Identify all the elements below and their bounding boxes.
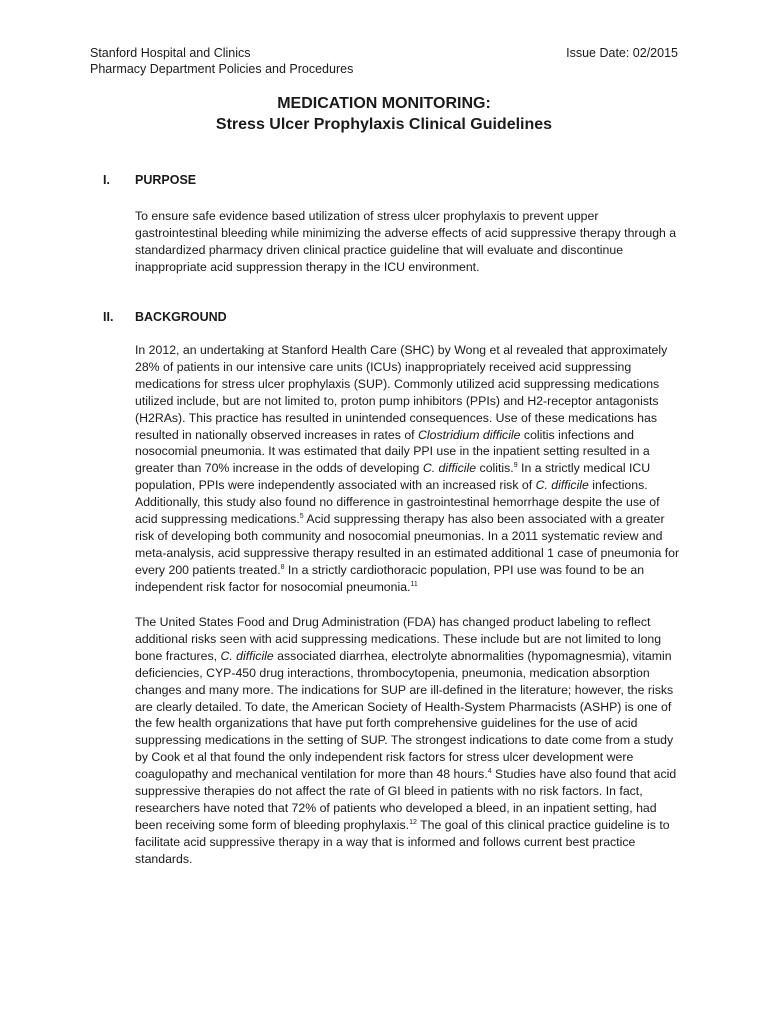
text-run: infections. Additionally, this study also found no difference in gastrointestinal hemorrhage despite the use of acid suppressing medications. [135,478,660,527]
purpose-paragraph: To ensure safe evidence based utilization of stress ulcer prophylaxis to prevent upper gastrointestinal bleeding while minimizing the adverse effects of acid suppressive therapy through a standardized pharmacy driven clinical practice guideline that will evaluate and discontinue inappropriate acid suppression therapy in the ICU environment. [135,209,677,274]
text-run: The United States Food and Drug Administration (FDA) has changed product labeling to reflect additional risks seen with acid suppressing medications. These include but are not limited to long bone fractures, [135,615,662,663]
citation-superscript: 8 [280,563,285,571]
text-run: In 2012, an undertaking at Stanford Health Care (SHC) by Wong et al revealed that approximately 28% of patients in our intensive care units (ICUs) inappropriately received acid suppressing medications for stress ulcer prophylaxis (SUP). Commonly utilized acid suppressing medications utilized include, but are not limited to, proton pump inhibitors (PPIs) and H2-receptor antagonists (H2RAs). This practice has resulted in unintended consequences. Use of these medications has resulted in nationally observed increases in rates of [135,343,668,442]
background-body-2 [135,614,680,868]
document-title [0,93,768,135]
title-line2: Stress Ulcer Prophylaxis Clinical Guidelines [215,116,553,133]
citation-superscript: 12 [409,818,417,826]
italic-organism-name: C. difficile [220,648,274,663]
title-line1: MEDICATION MONITORING: [277,95,491,112]
citation-superscript: 5 [299,513,304,521]
background-body-1 [135,342,680,596]
section-heading-text: PURPOSE [135,173,197,187]
citation-superscript: 11 [410,580,418,588]
purpose-body [135,208,680,276]
section-heading-background [103,309,227,325]
citation-superscript: 9 [513,462,518,470]
text-run: The goal of this clinical practice guideline is to facilitate acid suppressive therapy in a way that is informed and follows current best practice standards. [135,817,670,866]
section-number: I. [103,173,110,187]
background-paragraph-1 [135,342,680,596]
header-org-line2: Pharmacy Department Policies and Procedures [90,62,354,76]
citation-superscript: 4 [487,768,492,776]
text-run: colitis infections and nosocomial pneumonia. It was estimated that daily PPI use in the inpatient setting resulted in a greater than 70% increase in the odds of developing [135,427,650,476]
section-heading-purpose [103,172,196,188]
italic-organism-name: C. difficile [422,461,477,476]
text-run: associated diarrhea, electrolyte abnormalities (hypomagnesmia), vitamin deficiencies, CYP-450 drug interactions, thrombocytopenia, pneumonia, medication absorption changes and many more. The indications for SUP are ill-defined in the literature; however, the risks are clearly detailed. To date, the American Society of Health-System Pharmacists (ASHP) is one of the few health organizations that have put forth comprehensive guidelines for the use of acid suppressing medications in the setting of SUP. The strongest indications to date come from a study by Cook et al that found the only independent risk factors for stress ulcer development were coagulopathy and mechanical ventilation for more than 48 hours. [135,648,674,782]
header-org-line1: Stanford Hospital and Clinics [90,46,251,60]
background-paragraph-2 [135,614,680,868]
text-run: colitis. [476,461,514,476]
section-heading-text: BACKGROUND [135,310,227,324]
text-run: In a strictly medical ICU population, PPIs were independently associated with an increased risk of [135,461,651,493]
text-run: Acid suppressing therapy has also been associated with a greater risk of developing both community and nosocomial pneumonias. In a 2011 systematic review and meta-analysis, acid suppressive therapy resulted in an estimated additional 1 case of pneumonia for every 200 patients treated. [135,512,680,577]
header-organization [90,45,353,77]
section-number: II. [103,310,114,324]
text-run: Studies have also found that acid suppressive therapies do not affect the rate of GI bleed in patients with no risk factors. In fact, researchers have noted that 72% of patients who developed a bleed, in an inpatient setting, had been receiving some form of bleeding prophylaxis. [135,767,677,832]
italic-organism-name: Clostridium difficile [418,427,521,442]
italic-organism-name: C. difficile [535,478,589,493]
header-issue-date: Issue Date: 02/2015 [566,46,678,60]
text-run: In a strictly cardiothoracic population, PPI use was found to be an independent risk factor for nosocomial pneumonia. [135,562,645,594]
